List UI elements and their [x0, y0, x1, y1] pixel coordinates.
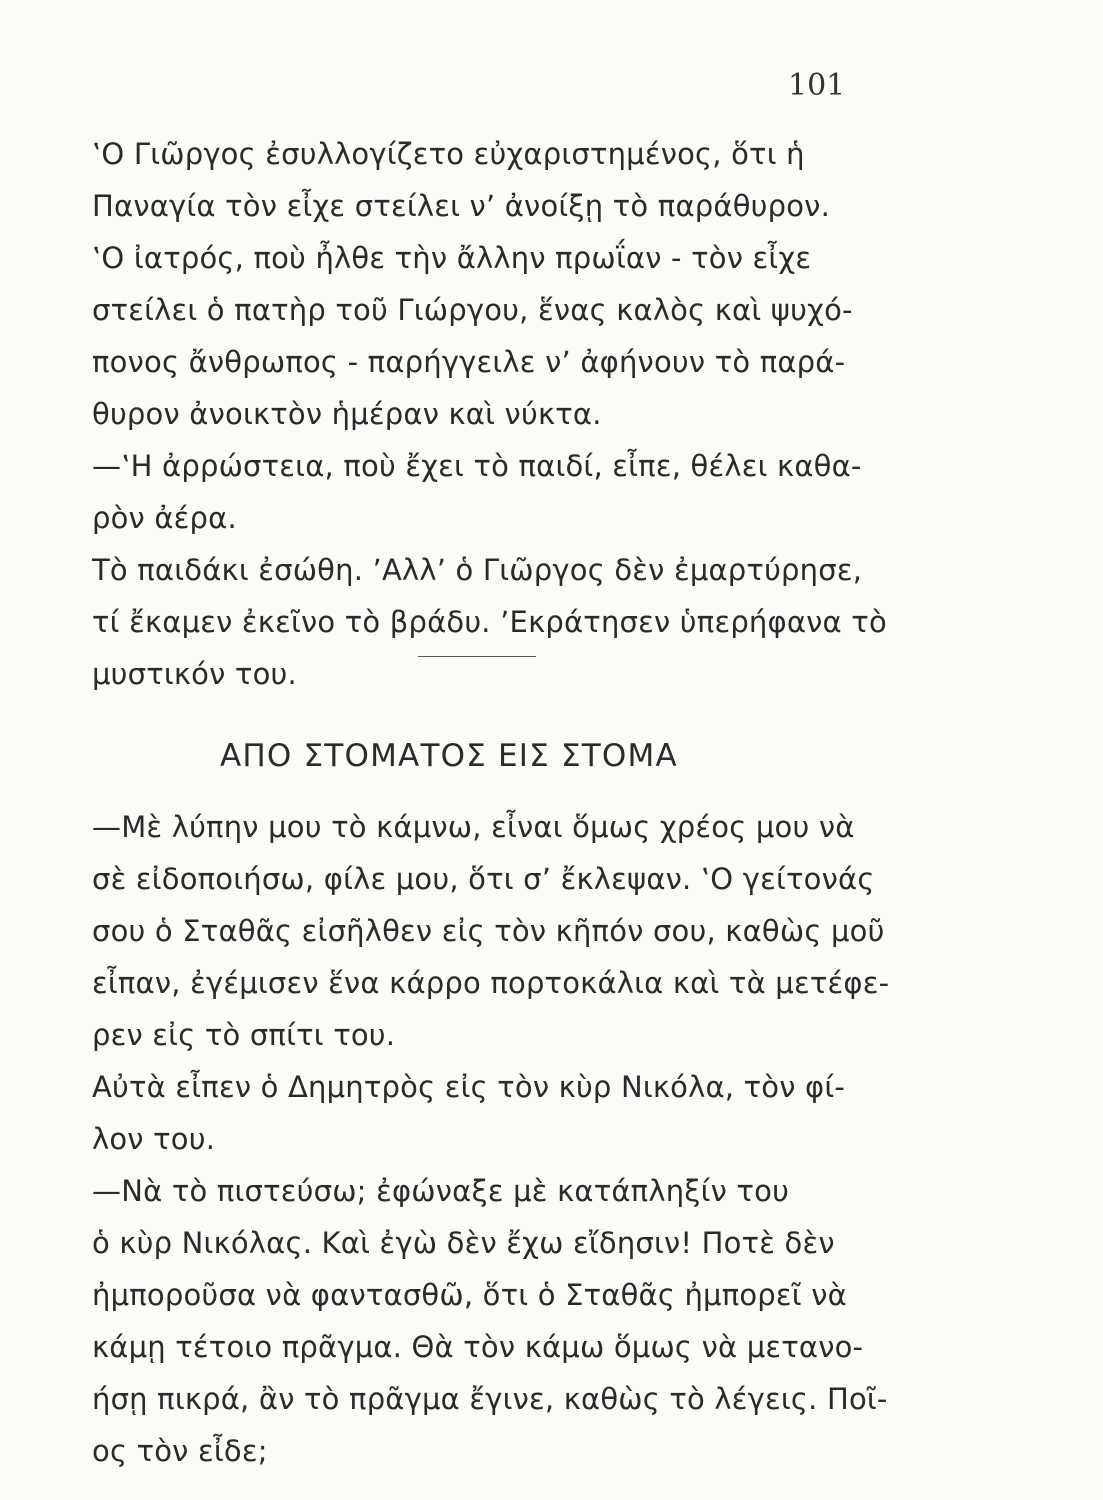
text-line: Τὸ παιδάκι ἐσώθη. ’Αλλ’ ὁ Γιῶργος δὲν ἐμαρτύρησε,: [92, 553, 863, 587]
text-line: Παναγία τὸν εἶχε στείλει ν’ ἀνοίξῃ τὸ παράθυρον.: [92, 189, 830, 223]
text-line: ρὸν ἀέρα.: [92, 501, 237, 535]
text-line: —‛Η ἀρρώστεια, ποὺ ἔχει τὸ παιδί, εἶπε, θέλει καθα-: [92, 449, 862, 483]
text-line: σὲ εἰδοποιήσω, φίλε μου, ὅτι σ’ ἔκλεψαν. ‛Ο γείτονάς: [92, 862, 875, 896]
page-number: 101: [788, 68, 846, 103]
text-line: θυρον ἀνοικτὸν ἡμέραν καὶ νύκτα.: [92, 397, 602, 431]
text-line: εἶπαν, ἐγέμισεν ἕνα κάρρο πορτοκάλια καὶ τὰ μετέφε-: [92, 966, 890, 1000]
text-line: ὁ κὺρ Νικόλας. Καὶ ἐγὼ δὲν ἔχω εἴδησιν! Ποτὲ δὲν: [92, 1226, 835, 1260]
text-line: πονος ἄνθρωπος - παρήγγειλε ν’ ἀφήνουν τὸ παρά-: [92, 345, 846, 379]
text-line: ‛Ο Γιῶργος ἐσυλλογίζετο εὐχαριστημένος, ὅτι ἡ: [92, 137, 805, 171]
text-line: μυστικόν του.: [92, 657, 297, 691]
text-line: λον του.: [92, 1122, 216, 1156]
text-line: —Νὰ τὸ πιστεύσω; ἐφώναξε μὲ κατάπληξίν του: [92, 1174, 790, 1208]
text-line: ήσῃ πικρά, ἂν τὸ πρᾶγμα ἔγινε, καθὼς τὸ λέγεις. Ποῖ-: [92, 1382, 888, 1416]
text-line: τί ἔκαμεν ἐκεῖνο τὸ βράδυ. ’Εκράτησεν ὑπερήφανα τὸ: [92, 605, 887, 639]
text-line: ἠμποροῦσα νὰ φαντασθῶ, ὅτι ὁ Σταθᾶς ἠμπορεῖ νὰ: [92, 1278, 847, 1312]
text-line: ‛Ο ἰατρός, ποὺ ἦλθε τὴν ἄλλην πρωΐαν - τὸν εἶχε: [92, 241, 812, 275]
text-line: κάμῃ τέτοιο πρᾶγμα. Θὰ τὸν κάμω ὅμως νὰ μετανο-: [92, 1330, 864, 1364]
text-line: στείλει ὁ πατὴρ τοῦ Γιώργου, ἕνας καλὸς καὶ ψυχό-: [92, 293, 853, 327]
text-line: ρεν εἰς τὸ σπίτι του.: [92, 1018, 396, 1052]
text-line: —Μὲ λύπην μου τὸ κάμνω, εἶναι ὅμως χρέος μου νὰ: [92, 810, 855, 844]
text-line: σου ὁ Σταθᾶς εἰσῆλθεν εἰς τὸν κῆπόν σου, καθὼς μοῦ: [92, 914, 885, 948]
section-title: ΑΠΟ ΣΤΟΜΑΤΟΣ ΕΙΣ ΣΤΟΜΑ: [220, 738, 678, 774]
text-line: Αὐτὰ εἶπεν ὁ Δημητρὸς εἰς τὸν κὺρ Νικόλα, τὸν φί-: [92, 1070, 846, 1104]
text-line: ος τὸν εἶδε;: [92, 1434, 268, 1468]
section-divider: [418, 656, 536, 657]
